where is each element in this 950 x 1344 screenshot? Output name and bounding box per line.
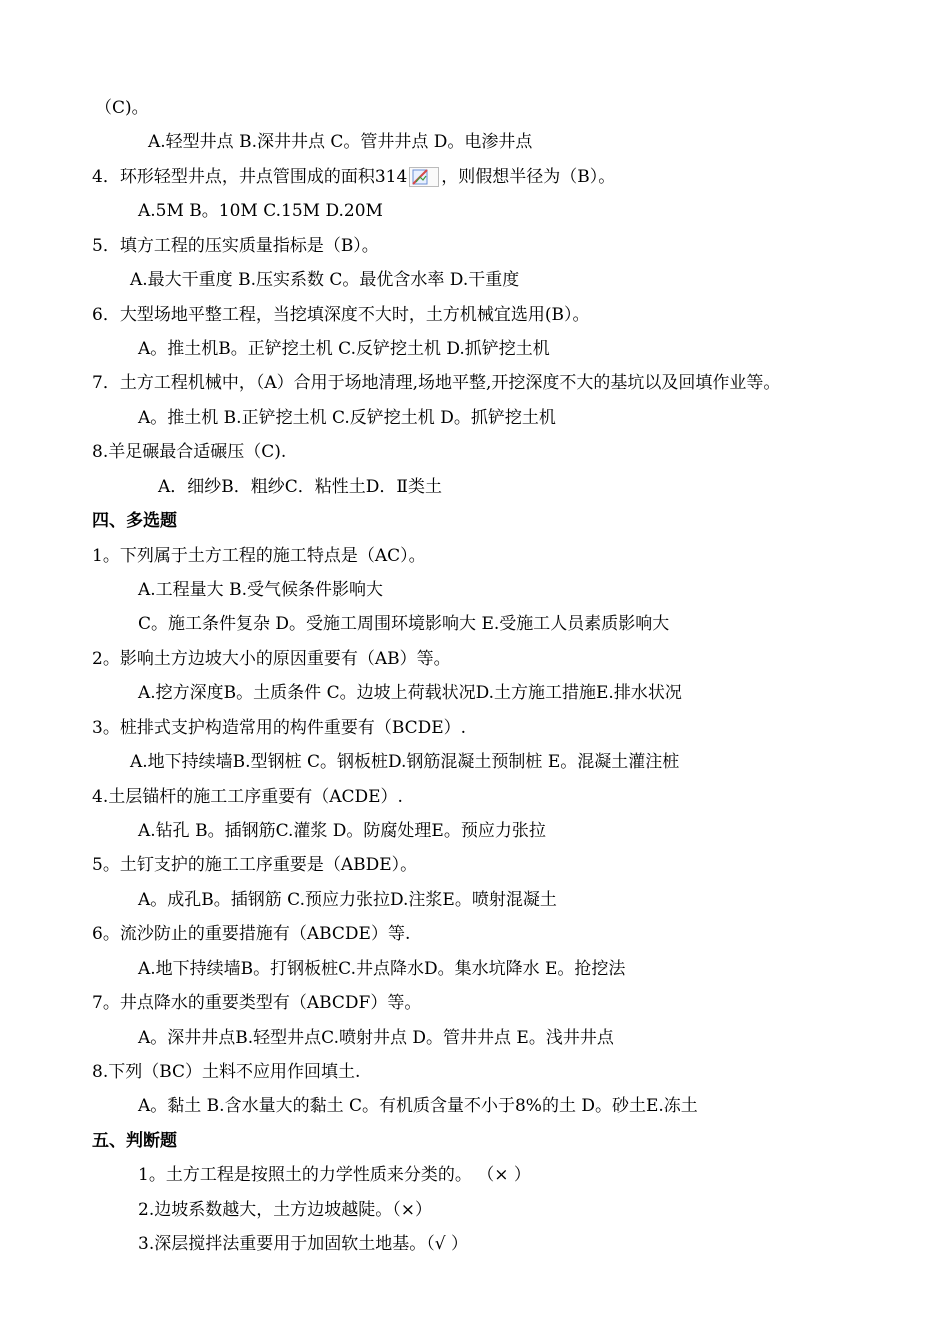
question-line: 8.下列（BC）土料不应用作回填土. (92, 1062, 361, 1082)
options-line: A。深井井点B.轻型井点C.喷射井点 D。管井井点 E。浅井井点 (138, 1028, 614, 1048)
options-line: A.轻型井点 B.深井井点 C。管井井点 D。电渗井点 (148, 132, 533, 152)
text-line: （C)。 (95, 98, 149, 118)
options-line: A.最大干重度 B.压实系数 C。最优含水率 D.干重度 (130, 270, 520, 290)
question-line: 8.羊足碾最合适碾压（C). (92, 442, 287, 462)
options-line: A.地下持续墙B。打钢板桩C.井点降水D。集水坑降水 E。抢挖法 (138, 959, 626, 979)
judgment-item: 3.深层搅拌法重要用于加固软土地基。（√ ） (138, 1234, 468, 1254)
options-line: A。推土机B。正铲挖土机 C.反铲挖土机 D.抓铲挖土机 (138, 339, 550, 359)
question-text: ，则假想半径为（B）。 (441, 167, 616, 187)
section-heading: 四、多选题 (92, 511, 177, 531)
options-line: A.地下持续墙B.型钢桩 C。钢板桩D.钢筋混凝土预制桩 E。混凝土灌注桩 (130, 752, 680, 772)
section-heading: 五、判断题 (92, 1131, 177, 1151)
question-line: 2。影响土方边坡大小的原因重要有（AB）等。 (92, 649, 451, 669)
question-line: 4.土层锚杆的施工工序重要有（ACDE）. (92, 787, 403, 807)
judgment-item: 1。土方工程是按照土的力学性质来分类的。 （× ） (138, 1165, 531, 1185)
options-line: A。推土机 B.正铲挖土机 C.反铲挖土机 D。抓铲挖土机 (138, 408, 556, 428)
question-line: 5。土钉支护的施工工序重要是（ABDE）。 (92, 855, 418, 875)
options-line: A.钻孔 B。插钢筋C.灌浆 D。防腐处理E。预应力张拉 (138, 821, 546, 841)
options-line: A.5M B。10M C.15M D.20M (138, 201, 383, 221)
question-line: 6。流沙防止的重要措施有（ABCDE）等. (92, 924, 411, 944)
question-line: 3。桩排式支护构造常用的构件重要有（BCDE）. (92, 718, 467, 738)
options-line: A。成孔B。插钢筋 C.预应力张拉D.注浆E。喷射混凝土 (138, 890, 557, 910)
judgment-item: 2.边坡系数越大，土方边坡越陡。（×） (138, 1200, 432, 1220)
question-line: 7。井点降水的重要类型有（ABCDF）等。 (92, 993, 422, 1013)
question-line: 5．填方工程的压实质量指标是（B）。 (92, 236, 379, 256)
options-line: A。黏土 B.含水量大的黏土 C。有机质含量不小于8%的土 D。砂土E.冻土 (138, 1096, 698, 1116)
options-line: C。施工条件复杂 D。受施工周围环境影响大 E.受施工人员素质影响大 (138, 614, 670, 634)
question-line: 6．大型场地平整工程，当挖填深度不大时，土方机械宜选用(B）。 (92, 305, 590, 325)
options-line: A．细纱B．粗纱C．粘性土D．Ⅱ类土 (158, 477, 442, 497)
question-line: 7．土方工程机械中，（A）合用于场地清理,场地平整,开挖深度不大的基坑以及回填作业等。 (92, 373, 781, 393)
question-line: 1。下列属于土方工程的施工特点是（AC）。 (92, 546, 426, 566)
broken-image-icon (409, 167, 439, 187)
options-line: A.挖方深度B。土质条件 C。边坡上荷载状况D.土方施工措施E.排水状况 (138, 683, 682, 703)
question-line (92, 166, 615, 188)
question-text: 4．环形轻型井点，井点管围成的面积314 (92, 167, 408, 187)
options-line: A.工程量大 B.受气候条件影响大 (138, 580, 383, 600)
